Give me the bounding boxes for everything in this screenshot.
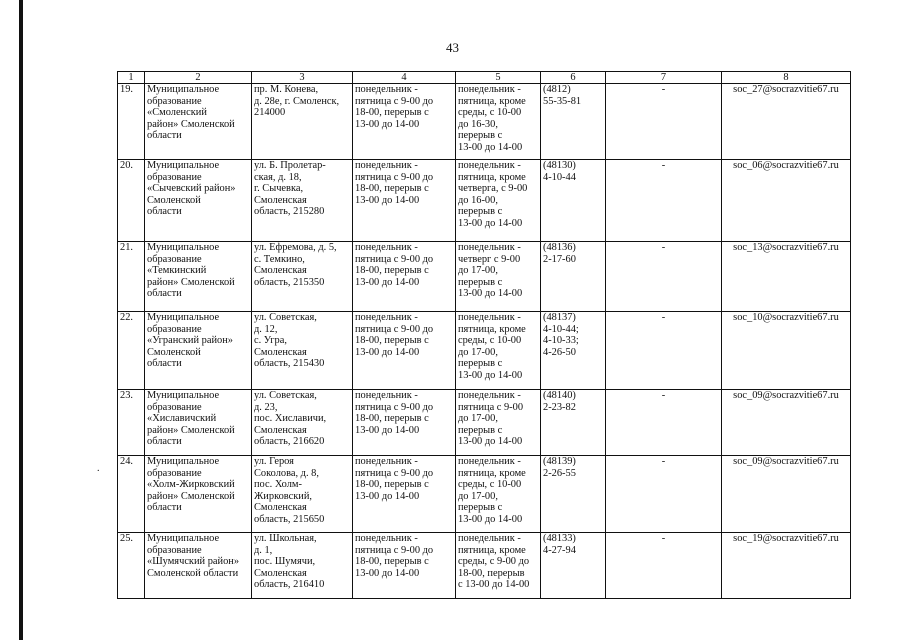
- page-number: 43: [446, 40, 459, 55]
- column-7-value: -: [606, 533, 722, 599]
- column-header: 4: [353, 72, 456, 84]
- column-header: 6: [541, 72, 606, 84]
- column-7-value: -: [606, 390, 722, 456]
- municipality-name: Муниципальное образование «Угранский район» Смоленской области: [145, 312, 252, 390]
- working-hours: понедельник - пятница с 9-00 до 18-00, перерыв с 13-00 до 14-00: [353, 84, 456, 160]
- left-margin-bar: [19, 0, 23, 640]
- header-row: [118, 72, 851, 84]
- row-number: 21.: [118, 242, 145, 312]
- working-hours: понедельник - пятница с 9-00 до 18-00, перерыв с 13-00 до 14-00: [353, 390, 456, 456]
- reception-hours: понедельник - четверг с 9-00 до 17-00, перерыв с 13-00 до 14-00: [456, 242, 541, 312]
- row-number: 20.: [118, 160, 145, 242]
- table-row: [118, 242, 851, 312]
- email: soc_13@socrazvitie67.ru: [722, 242, 851, 312]
- table-row: [118, 160, 851, 242]
- municipality-name: Муниципальное образование «Шумячский район» Смоленской области: [145, 533, 252, 599]
- row-number: 22.: [118, 312, 145, 390]
- address: ул. Героя Соколова, д. 8, пос. Холм- Жирковский, Смоленская область, 215650: [252, 456, 353, 533]
- table-row: [118, 84, 851, 160]
- phone: (48140) 2-23-82: [541, 390, 606, 456]
- column-header: 7: [606, 72, 722, 84]
- reception-hours: понедельник - пятница, кроме среды, с 10-00 до 16-30, перерыв с 13-00 до 14-00: [456, 84, 541, 160]
- address: ул. Б. Пролетар- ская, д. 18, г. Сычевка, Смоленская область, 215280: [252, 160, 353, 242]
- email: soc_09@socrazvitie67.ru: [722, 456, 851, 533]
- reception-hours: понедельник - пятница, кроме четверга, с 9-00 до 16-00, перерыв с 13-00 до 14-00: [456, 160, 541, 242]
- working-hours: понедельник - пятница с 9-00 до 18-00, перерыв с 13-00 до 14-00: [353, 160, 456, 242]
- phone: (4812) 55-35-81: [541, 84, 606, 160]
- phone: (48130) 4-10-44: [541, 160, 606, 242]
- email: soc_19@socrazvitie67.ru: [722, 533, 851, 599]
- email: soc_06@socrazvitie67.ru: [722, 160, 851, 242]
- municipal-offices-table: [117, 71, 851, 599]
- working-hours: понедельник - пятница с 9-00 до 18-00, перерыв с 13-00 до 14-00: [353, 533, 456, 599]
- column-7-value: -: [606, 242, 722, 312]
- address: ул. Советская, д. 12, с. Угра, Смоленская область, 215430: [252, 312, 353, 390]
- column-header: 3: [252, 72, 353, 84]
- reception-hours: понедельник - пятница с 9-00 до 17-00, перерыв с 13-00 до 14-00: [456, 390, 541, 456]
- municipality-name: Муниципальное образование «Сычевский район» Смоленской области: [145, 160, 252, 242]
- reception-hours: понедельник - пятница, кроме среды, с 10-00 до 17-00, перерыв с 13-00 до 14-00: [456, 312, 541, 390]
- phone: (48137) 4-10-44; 4-10-33; 4-26-50: [541, 312, 606, 390]
- phone: (48133) 4-27-94: [541, 533, 606, 599]
- working-hours: понедельник - пятница с 9-00 до 18-00, перерыв с 13-00 до 14-00: [353, 456, 456, 533]
- column-7-value: -: [606, 456, 722, 533]
- municipality-name: Муниципальное образование «Холм-Жирковский район» Смоленской области: [145, 456, 252, 533]
- table-row: [118, 390, 851, 456]
- column-7-value: -: [606, 312, 722, 390]
- table-row: [118, 533, 851, 599]
- table-row: [118, 312, 851, 390]
- municipality-name: Муниципальное образование «Хиславичский район» Смоленской области: [145, 390, 252, 456]
- column-header: 2: [145, 72, 252, 84]
- email: soc_09@socrazvitie67.ru: [722, 390, 851, 456]
- phone: (48139) 2-26-55: [541, 456, 606, 533]
- row-number: 23.: [118, 390, 145, 456]
- working-hours: понедельник - пятница с 9-00 до 18-00, перерыв с 13-00 до 14-00: [353, 242, 456, 312]
- column-header: 8: [722, 72, 851, 84]
- working-hours: понедельник - пятница с 9-00 до 18-00, перерыв с 13-00 до 14-00: [353, 312, 456, 390]
- municipality-name: Муниципальное образование «Смоленский район» Смоленской области: [145, 84, 252, 160]
- table-row: [118, 456, 851, 533]
- stray-mark: .: [97, 463, 100, 474]
- column-header: 5: [456, 72, 541, 84]
- email: soc_10@socrazvitie67.ru: [722, 312, 851, 390]
- reception-hours: понедельник - пятница, кроме среды, с 10-00 до 17-00, перерыв с 13-00 до 14-00: [456, 456, 541, 533]
- address: ул. Школьная, д. 1, пос. Шумячи, Смоленская область, 216410: [252, 533, 353, 599]
- row-number: 25.: [118, 533, 145, 599]
- row-number: 24.: [118, 456, 145, 533]
- column-7-value: -: [606, 84, 722, 160]
- column-header: 1: [118, 72, 145, 84]
- municipality-name: Муниципальное образование «Темкинский район» Смоленской области: [145, 242, 252, 312]
- phone: (48136) 2-17-60: [541, 242, 606, 312]
- column-7-value: -: [606, 160, 722, 242]
- row-number: 19.: [118, 84, 145, 160]
- reception-hours: понедельник - пятница, кроме среды, с 9-00 до 18-00, перерыв с 13-00 до 14-00: [456, 533, 541, 599]
- address: ул. Ефремова, д. 5, с. Темкино, Смоленская область, 215350: [252, 242, 353, 312]
- email: soc_27@socrazvitie67.ru: [722, 84, 851, 160]
- address: ул. Советская, д. 23, пос. Хиславичи, Смоленская область, 216620: [252, 390, 353, 456]
- address: пр. М. Конева, д. 28е, г. Смоленск, 214000: [252, 84, 353, 160]
